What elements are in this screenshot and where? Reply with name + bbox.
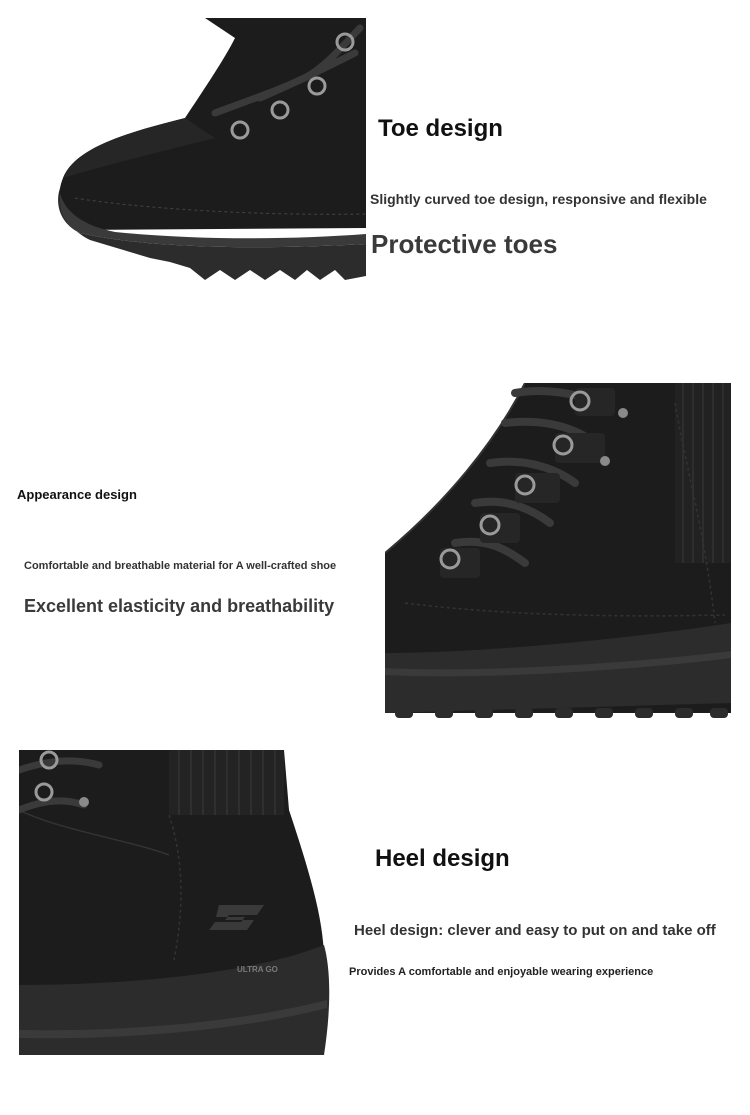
appearance-design-headline: Excellent elasticity and breathability xyxy=(24,596,335,616)
heel-design-headline: Provides A comfortable and enjoyable wearing experience xyxy=(349,966,654,978)
toe-design-subtitle: Slightly curved toe design, responsive and flexible xyxy=(370,191,707,207)
appearance-design-subtitle: Comfortable and breathable material for A well-crafted shoe xyxy=(24,560,337,572)
heel-design-subtitle: Heel design: clever and easy to put on and take off xyxy=(354,922,716,939)
heel-design-title: Heel design xyxy=(375,845,510,872)
sole-brand-text: ULTRA GO xyxy=(237,965,278,974)
appearance-boot-image xyxy=(385,383,731,726)
toe-boot-image xyxy=(55,18,366,283)
appearance-design-title: Appearance design xyxy=(17,487,137,502)
toe-design-title: Toe design xyxy=(378,115,503,142)
toe-design-headline: Protective toes xyxy=(371,229,558,259)
heel-boot-image xyxy=(19,750,331,1055)
